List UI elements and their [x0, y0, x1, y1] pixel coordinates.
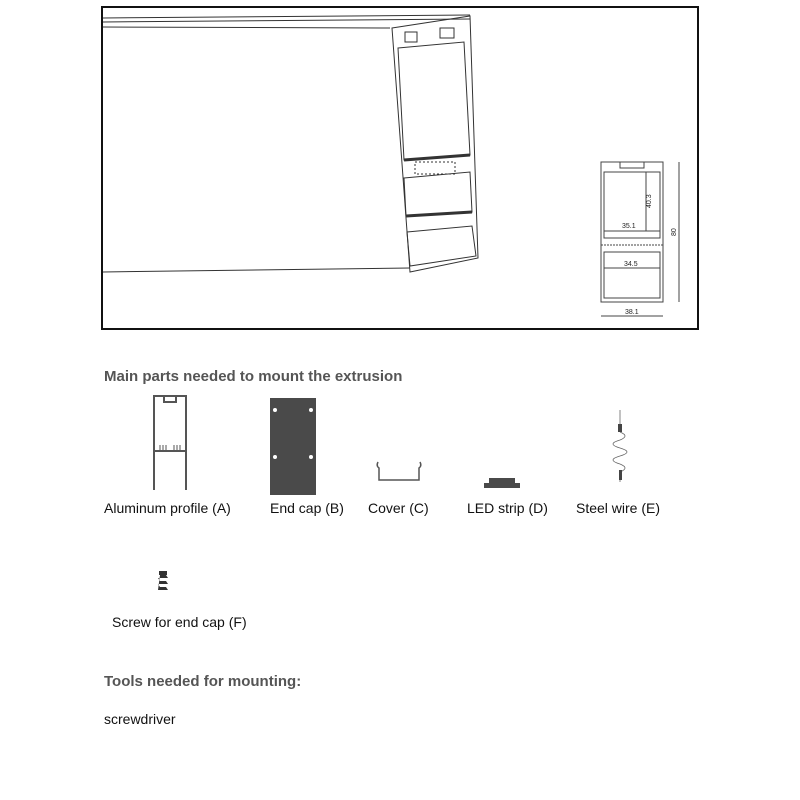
cross-section-drawing	[601, 162, 679, 316]
part-label-cover: Cover (C)	[368, 500, 429, 516]
screw-icon	[156, 570, 170, 594]
part-label-aluminum-profile: Aluminum profile (A)	[104, 500, 231, 516]
dim-inner-height: 40.3	[646, 194, 653, 208]
dim-total-height: 80	[671, 228, 678, 236]
extrusion-perspective-drawing	[0, 0, 800, 340]
part-label-screw: Screw for end cap (F)	[112, 614, 247, 630]
dim-inner-width-top: 35.1	[622, 223, 636, 230]
steel-wire-icon	[604, 410, 634, 482]
led-strip-icon	[484, 476, 520, 490]
end-cap-icon	[270, 398, 316, 495]
dim-outer-width: 38.1	[625, 309, 639, 316]
aluminum-profile-icon	[150, 393, 190, 493]
part-label-led-strip: LED strip (D)	[467, 500, 548, 516]
tool-screwdriver: screwdriver	[104, 711, 176, 727]
parts-heading: Main parts needed to mount the extrusion	[104, 368, 403, 385]
part-label-end-cap: End cap (B)	[270, 500, 344, 516]
dim-inner-width-bottom: 34.5	[624, 261, 638, 268]
tools-heading: Tools needed for mounting:	[104, 673, 302, 690]
part-label-steel-wire: Steel wire (E)	[576, 500, 661, 516]
cover-icon	[375, 460, 425, 485]
